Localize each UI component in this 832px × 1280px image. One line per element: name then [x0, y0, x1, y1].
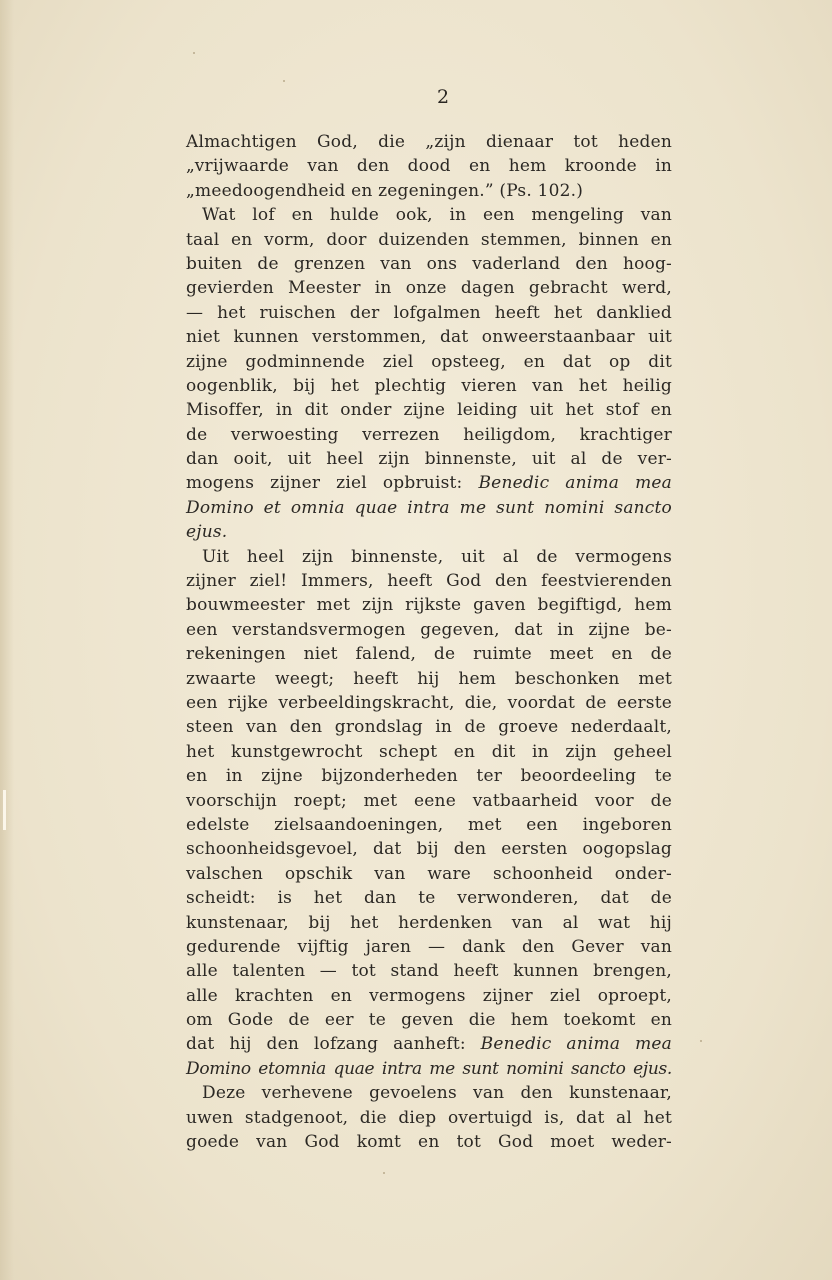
- text-line-latin-quote: Benedic anima mea: [462, 473, 672, 494]
- text-line: Misoffer, in dit onder zijne leiding uit het stof en: [186, 400, 672, 421]
- text-line: Almachtigen God, die „zijn dienaar tot heden: [186, 132, 672, 152]
- text-line: oogenblik, bij het plechtig vieren van het heilig: [186, 375, 672, 396]
- text-line: [186, 471, 672, 495]
- text-line: schoonheidsgevoel, dat bij den eersten oogopslag: [186, 839, 672, 860]
- text-line: kunstenaar, bij het herdenken van al wat hij: [186, 912, 672, 933]
- text-line: gedurende vijftig jaren — dank den Gever van: [186, 936, 672, 957]
- text-line: een verstandsvermogen gegeven, dat in zijne be-: [186, 619, 672, 640]
- text-line-latin-quote: Benedic anima mea: [465, 1034, 672, 1055]
- text-line: zijner ziel! Immers, heeft God den feestvierenden: [186, 571, 672, 592]
- text-line: uwen stadgenoot, die diep overtuigd is, dat al het: [186, 1107, 672, 1128]
- text-line: voorschijn roept; met eene vatbaarheid voor de: [186, 790, 672, 811]
- text-line: zwaarte weegt; heeft hij hem beschonken met: [186, 668, 672, 689]
- text-line: gevierden Meester in onze dagen gebracht werd,: [186, 278, 672, 299]
- text-line: en in zijne bijzonderheden ter beoordeeling te: [186, 766, 672, 787]
- text-line-roman: mogens zijner ziel opbruist:: [186, 473, 463, 494]
- text-line: om Gode de eer te geven die hem toekomt en: [186, 1010, 672, 1031]
- text-line: buiten de grenzen van ons vaderland den hoog-: [186, 253, 672, 274]
- text-line: zijne godminnende ziel opsteeg, en dat op dit: [186, 351, 672, 372]
- paper-speck: [700, 1040, 702, 1042]
- text-line: alle krachten en vermogens zijner ziel oproept,: [186, 985, 672, 1006]
- text-line: Wat lof en hulde ook, in een mengeling van: [202, 205, 672, 226]
- page-number: 2: [436, 86, 450, 108]
- text-line: de verwoesting verrezen heiligdom, krachtiger: [186, 424, 672, 445]
- paper-speck: [283, 80, 285, 82]
- text-line: het kunstgewrocht schept en dit in zijn geheel: [186, 741, 672, 762]
- text-line: een rijke verbeeldingskracht, die, voordat de eerste: [186, 692, 672, 713]
- text-line: taal en vorm, door duizenden stemmen, binnen en: [186, 229, 672, 250]
- page-edge-shadow: [0, 0, 14, 1280]
- text-line: Deze verhevene gevoelens van den kunstenaar,: [202, 1083, 672, 1104]
- text-line: [186, 1032, 672, 1056]
- text-line: valschen opschik van ware schoonheid onder-: [186, 863, 672, 884]
- latin-quote-line: Domino etomnia quae intra me sunt nomini sancto ejus.: [186, 1058, 672, 1079]
- text-line: goede van God komt en tot God moet weder-: [186, 1132, 672, 1153]
- text-line: niet kunnen verstommen, dat onweerstaanbaar uit: [186, 327, 672, 348]
- text-line: bouwmeester met zijn rijkste gaven begiftigd, hem: [186, 595, 672, 616]
- latin-quote-line: Domino et omnia quae intra me sunt nomini sancto: [186, 497, 672, 518]
- body-text: [186, 130, 672, 1154]
- text-line: — het ruischen der lofgalmen heeft het danklied: [186, 302, 672, 323]
- text-line: rekeningen niet falend, de ruimte meet en de: [186, 644, 672, 665]
- text-line: alle talenten — tot stand heeft kunnen brengen,: [186, 961, 672, 982]
- text-line: steen van den grondslag in de groeve nederdaalt,: [186, 717, 672, 738]
- text-line: scheidt: is het dan te verwonderen, dat de: [186, 888, 672, 909]
- text-line-roman: dat hij den lofzang aanheft:: [186, 1034, 466, 1055]
- text-line: dan ooit, uit heel zijn binnenste, uit al de ver-: [186, 449, 672, 470]
- text-line: Uit heel zijn binnenste, uit al de vermogens: [202, 546, 672, 567]
- paper-speck: [383, 1172, 385, 1174]
- text-line: edelste zielsaandoeningen, met een ingeboren: [186, 814, 672, 835]
- text-line: „meedoogendheid en zegeningen.” (Ps. 102.): [186, 180, 584, 201]
- page-edge-mark: [3, 790, 6, 830]
- paper-speck: [193, 52, 195, 54]
- text-line: „vrijwaarde van den dood en hem kroonde in: [186, 156, 672, 177]
- latin-quote-line: ejus.: [186, 522, 228, 543]
